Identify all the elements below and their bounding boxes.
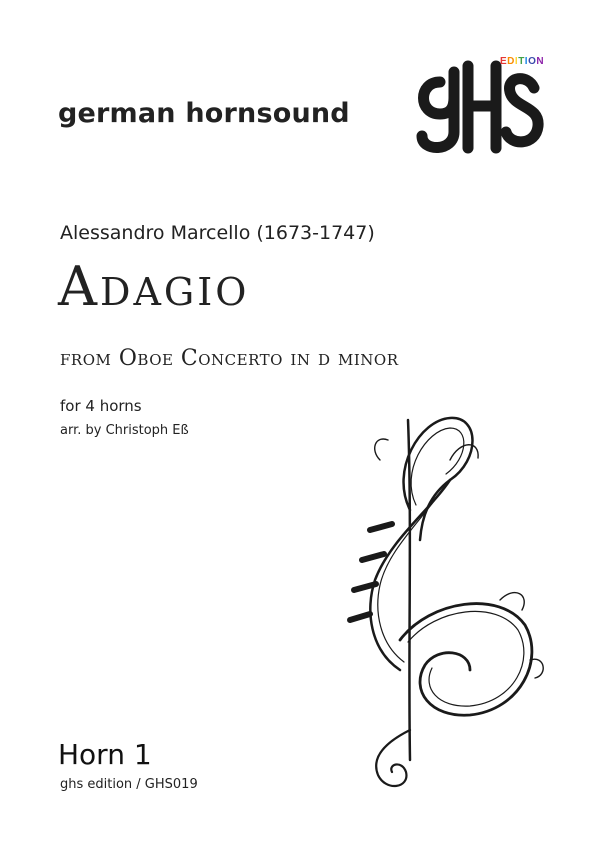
publisher-name: german hornsound bbox=[58, 98, 350, 129]
logo-edition-label: EDITION bbox=[500, 56, 545, 67]
instrumentation: for 4 horns bbox=[60, 397, 142, 415]
composer: Alessandro Marcello (1673-1747) bbox=[60, 222, 375, 244]
catalog-number: ghs edition / GHS019 bbox=[60, 777, 198, 792]
title: Adagio bbox=[58, 255, 250, 318]
ghs-edition-logo bbox=[410, 52, 550, 164]
arranger: arr. by Christoph Eß bbox=[60, 423, 189, 438]
ornamental-treble-clef-icon bbox=[330, 400, 550, 800]
subtitle: from Oboe Concerto in d minor bbox=[60, 346, 399, 371]
part-name: Horn 1 bbox=[58, 738, 152, 771]
